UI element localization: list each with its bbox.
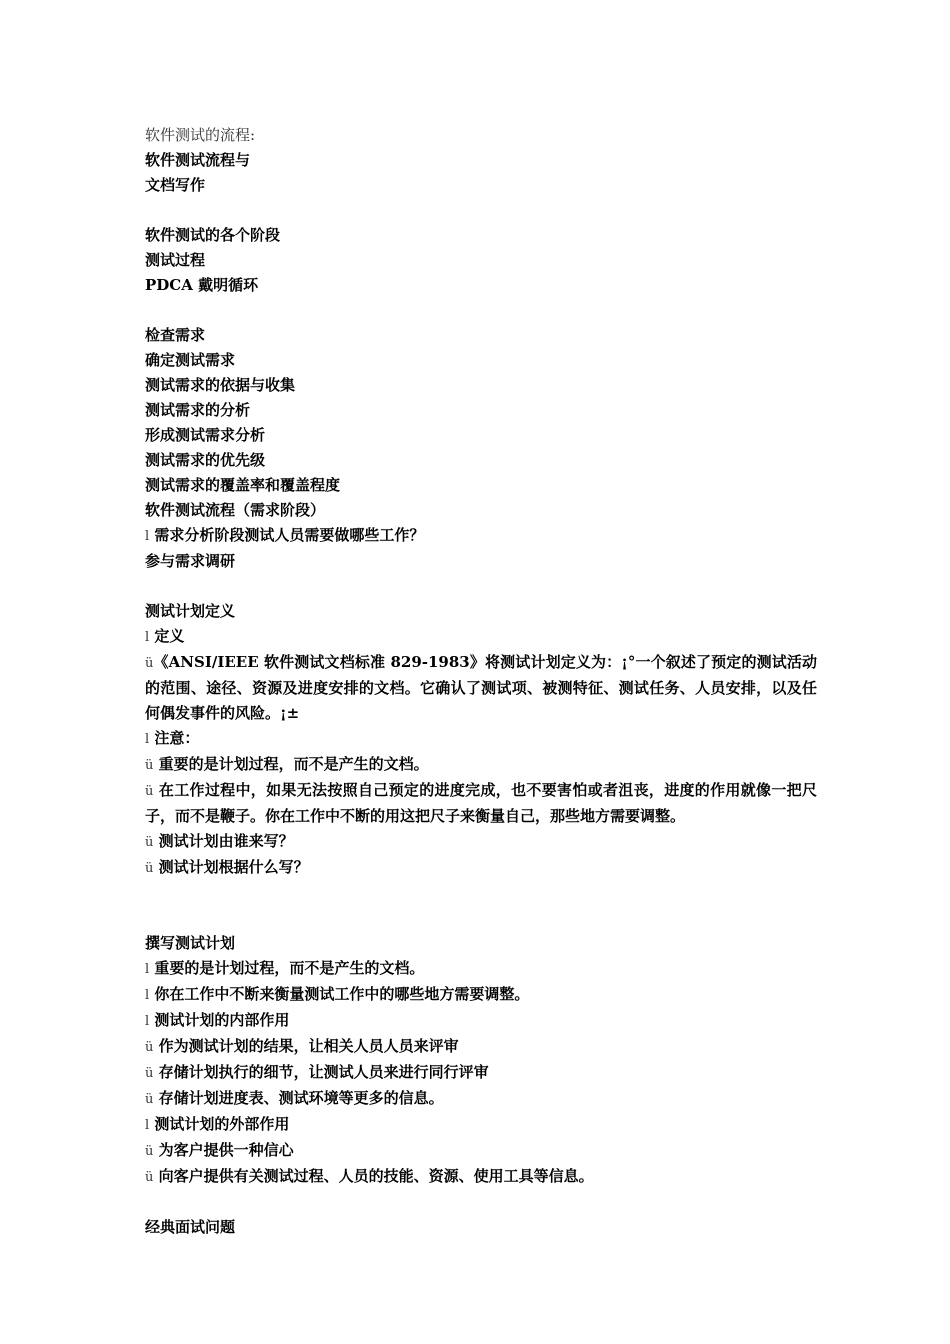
text-line: 文档写作 — [145, 176, 206, 194]
bullet-marker: l — [145, 630, 150, 645]
bullet-item — [145, 1086, 817, 1112]
spacer — [145, 198, 817, 223]
bullet-item — [145, 1164, 817, 1190]
bullet-item — [145, 624, 817, 650]
bullet-item — [145, 1060, 817, 1086]
bullet-text: 你在工作中不断来衡量测试工作中的哪些地方需要调整。 — [154, 985, 530, 1003]
bullet-text: 重要的是计划过程，而不是产生的文档。 — [158, 755, 429, 773]
text-line: 检查需求 — [145, 326, 206, 344]
bullet-marker: ü — [145, 758, 154, 773]
bullet-marker: ü — [145, 1066, 154, 1081]
bullet-text: 测试计划根据什么写？ — [158, 858, 309, 876]
text-line: 参与需求调研 — [145, 552, 236, 570]
bullet-marker: ü — [145, 1170, 154, 1185]
bullet-marker: ü — [145, 835, 154, 850]
text-line: 测试需求的依据与收集 — [145, 376, 296, 394]
bullet-marker: ü — [145, 1092, 154, 1107]
text-line: PDCA 戴明循环 — [145, 276, 259, 294]
bullet-marker: l — [145, 1014, 150, 1029]
doc-heading: 软件测试的流程: — [145, 126, 256, 144]
bullet-text: 存储计划执行的细节，让测试人员来进行同行评审 — [158, 1063, 489, 1081]
bullet-text: 测试计划的外部作用 — [154, 1115, 290, 1133]
bullet-item — [145, 1112, 817, 1138]
spacer — [145, 574, 817, 599]
bullet-marker: l — [145, 1118, 150, 1133]
bullet-text: 向客户提供有关测试过程、人员的技能、资源、使用工具等信息。 — [158, 1167, 594, 1185]
bullet-text: 《ANSI/IEEE 软件测试文档标准 829-1983》将测试计划定义为：¡°一个叙述了预定的测试活动的范围、途径、资源及进度安排的文档。它确认了测试项、被测特征、测试任务、人员安排，以及任何偶发事件的风险。¡± — [145, 653, 817, 722]
section-title: 撰写测试计划 — [145, 934, 236, 952]
bullet-marker: l — [145, 529, 150, 544]
text-line: 测试需求的优先级 — [145, 451, 266, 469]
spacer — [145, 298, 817, 323]
text-line: 软件测试流程与 — [145, 151, 251, 169]
bullet-marker: ü — [145, 1144, 154, 1159]
bullet-marker: ü — [145, 656, 154, 671]
spacer — [145, 881, 817, 931]
bullet-text: 注意： — [154, 729, 200, 747]
bullet-item — [145, 1034, 817, 1060]
text-line: 测试过程 — [145, 251, 206, 269]
bullet-item — [145, 982, 817, 1008]
section-title: 经典面试问题 — [145, 1218, 236, 1236]
bullet-marker: ü — [145, 784, 154, 799]
text-line: 形成测试需求分析 — [145, 426, 266, 444]
text-line: 软件测试流程（需求阶段） — [145, 501, 326, 519]
bullet-text: 需求分析阶段测试人员需要做哪些工作？ — [154, 526, 425, 544]
bullet-text: 作为测试计划的结果，让相关人员人员来评审 — [158, 1037, 459, 1055]
bullet-item — [145, 1008, 817, 1034]
section-title: 测试计划定义 — [145, 602, 236, 620]
bullet-item — [145, 523, 817, 549]
bullet-item — [145, 778, 817, 829]
bullet-text: 测试计划的内部作用 — [154, 1011, 290, 1029]
bullet-item — [145, 1138, 817, 1164]
text-line: 测试需求的分析 — [145, 401, 251, 419]
bullet-item — [145, 726, 817, 752]
document-page — [145, 123, 817, 1240]
bullet-item — [145, 956, 817, 982]
bullet-item — [145, 855, 817, 881]
bullet-text: 存储计划进度表、测试环境等更多的信息。 — [158, 1089, 444, 1107]
bullet-marker: ü — [145, 1040, 154, 1055]
spacer — [145, 1190, 817, 1215]
bullet-text: 在工作过程中，如果无法按照自己预定的进度完成，也不要害怕或者沮丧，进度的作用就像一把尺子，而不是鞭子。你在工作中不断的用这把尺子来衡量自己，那些地方需要调整。 — [145, 781, 817, 825]
bullet-text: 定义 — [154, 627, 185, 645]
bullet-text: 为客户提供一种信心 — [158, 1141, 294, 1159]
bullet-marker: l — [145, 962, 150, 977]
bullet-item — [145, 752, 817, 778]
bullet-marker: l — [145, 732, 150, 747]
text-line: 测试需求的覆盖率和覆盖程度 — [145, 476, 341, 494]
text-line: 确定测试需求 — [145, 351, 236, 369]
bullet-marker: ü — [145, 861, 154, 876]
text-line: 软件测试的各个阶段 — [145, 226, 281, 244]
bullet-text: 测试计划由谁来写？ — [158, 832, 294, 850]
bullet-text: 重要的是计划过程，而不是产生的文档。 — [154, 959, 425, 977]
bullet-item — [145, 829, 817, 855]
bullet-item — [145, 650, 817, 726]
bullet-marker: l — [145, 988, 150, 1003]
